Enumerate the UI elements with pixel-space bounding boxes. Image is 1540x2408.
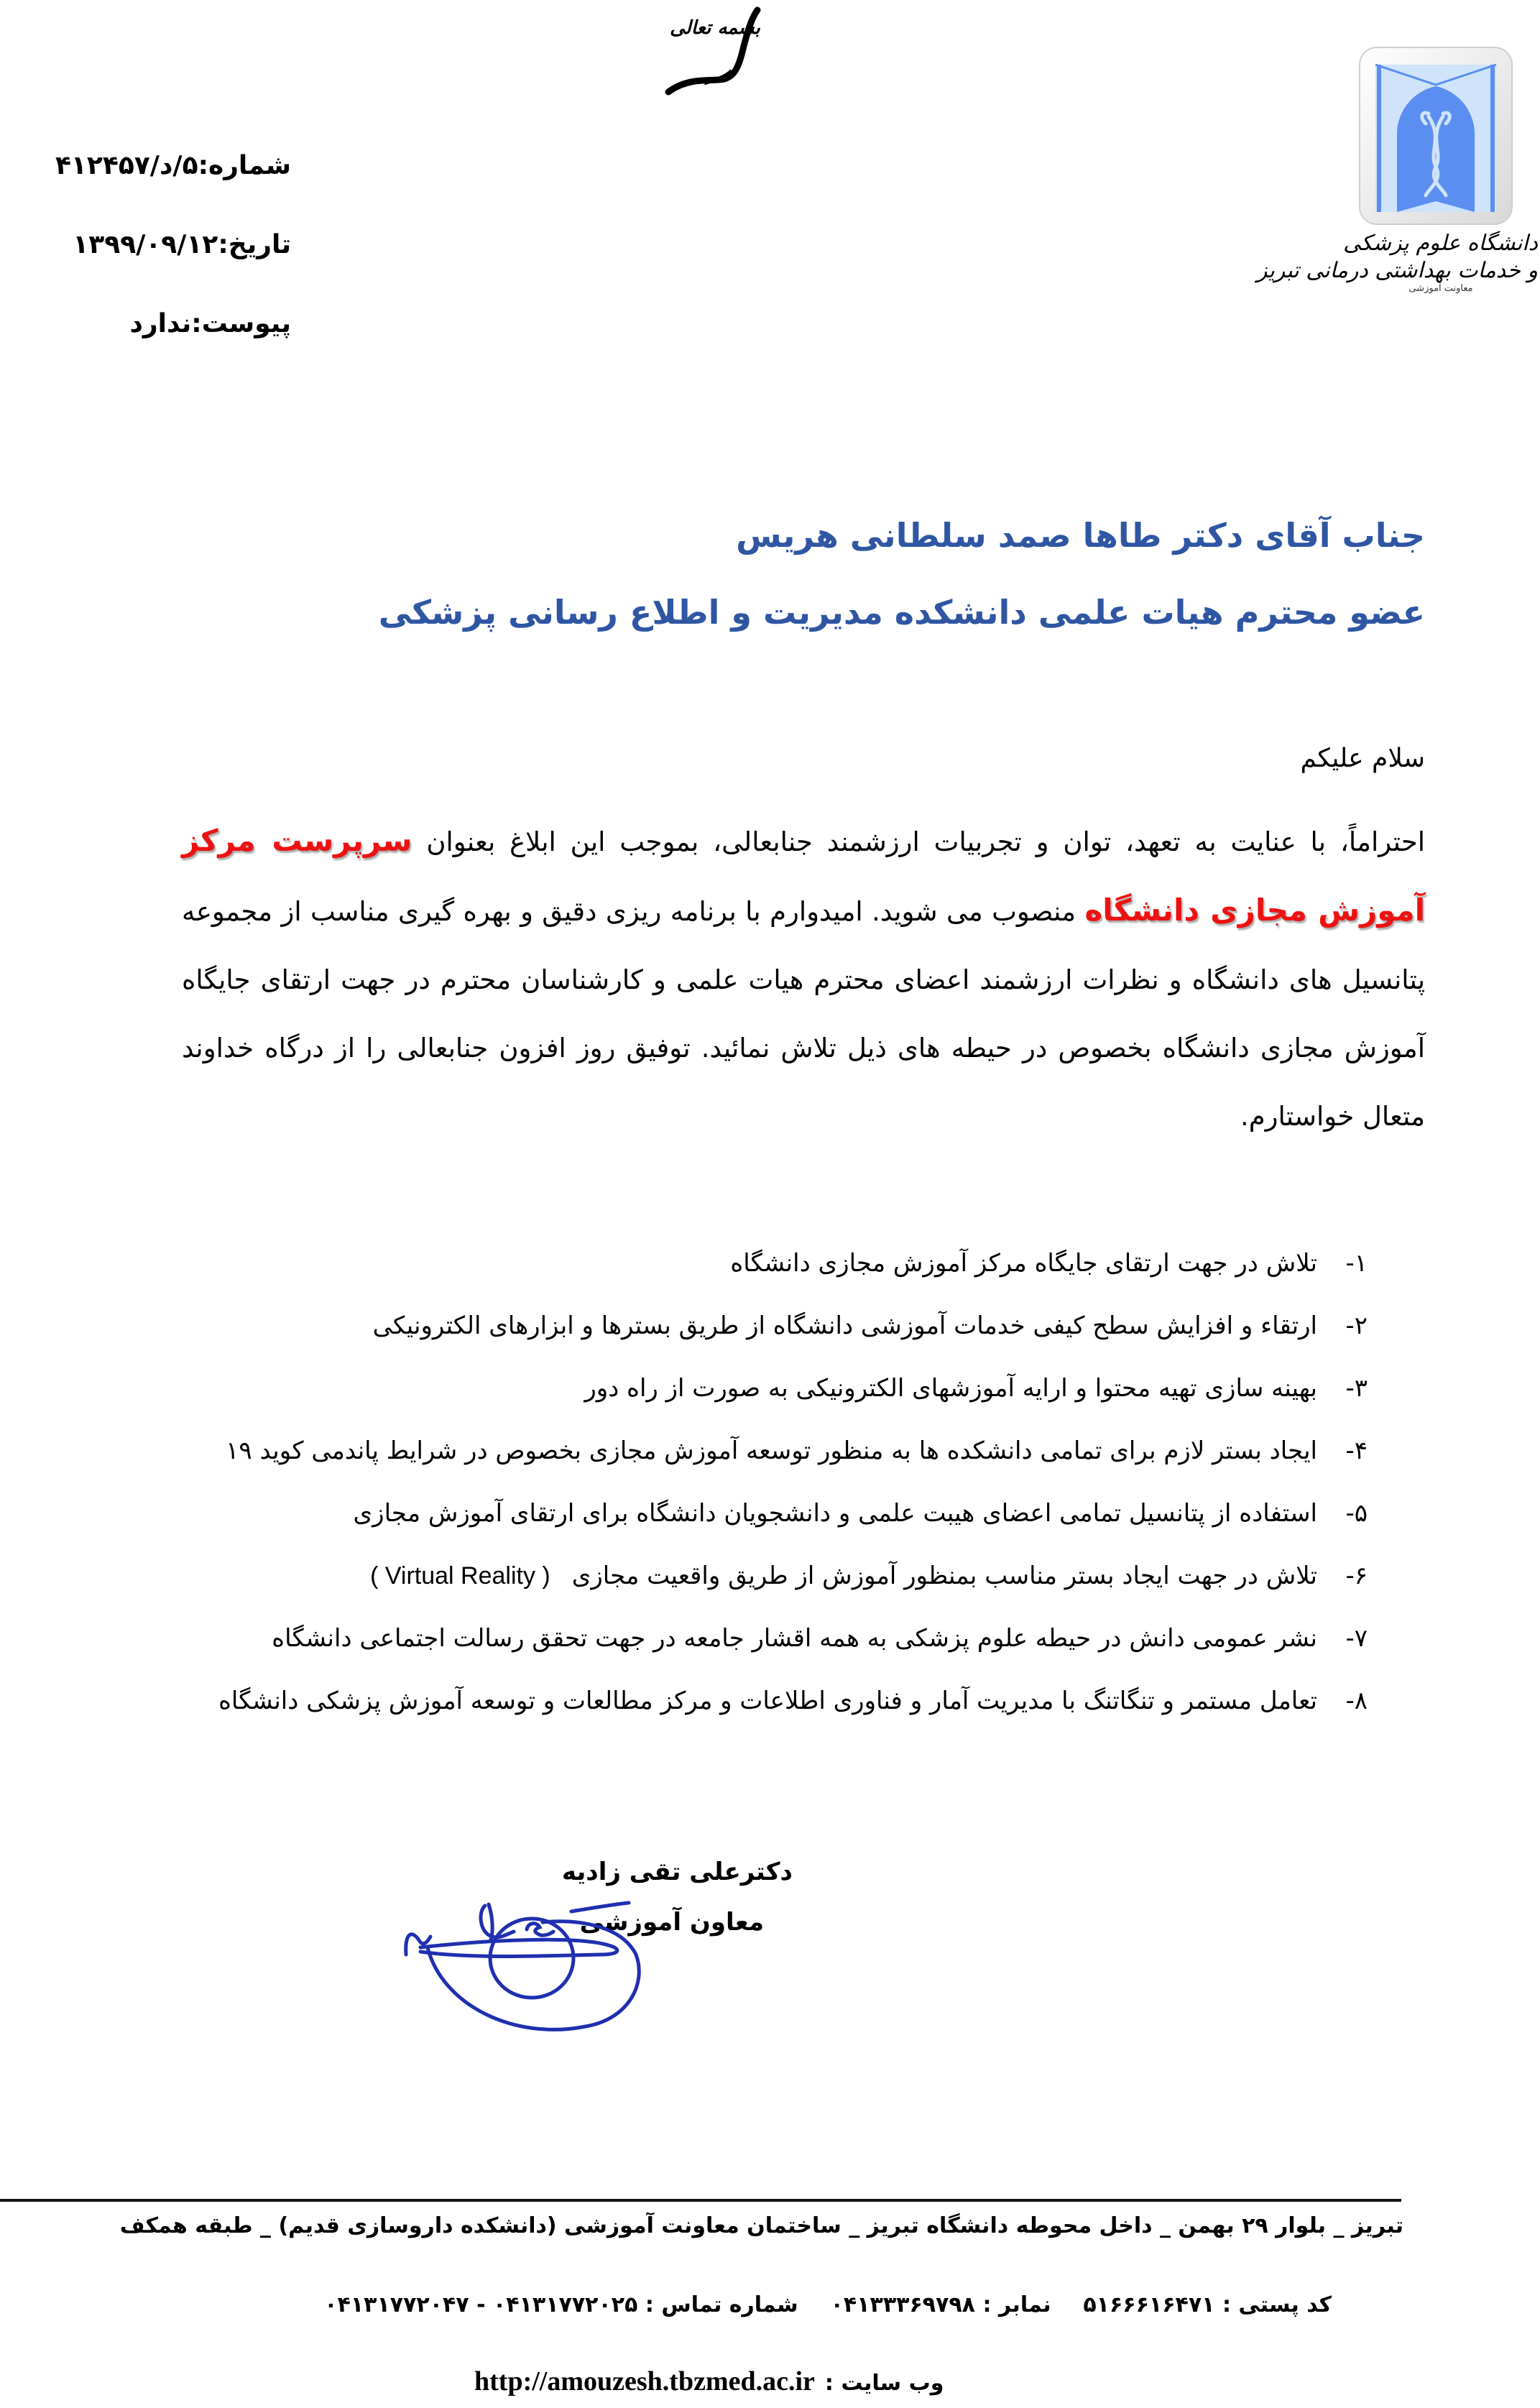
- logo-caption-services: و خدمات بهداشتی درمانی تبریز: [1256, 258, 1538, 283]
- goal-english-term: ( Virtual Reality ): [370, 1562, 550, 1590]
- goal-text: تلاش در جهت ارتقای جایگاه مرکز آموزش مجازی دانشگاه: [730, 1249, 1317, 1278]
- goal-text: ایجاد بستر لازم برای تمامی دانشکده ها به منظور توسعه آموزش مجازی بخصوص در شرایط پاندمی کوید ۱۹: [226, 1436, 1317, 1465]
- goal-item: [146, 1295, 1368, 1357]
- goal-text: ارتقاء و افزایش سطح کیفی خدمات آموزشی دانشگاه از طریق بسترها و ابزارهای الکترونیکی: [372, 1311, 1317, 1340]
- handwritten-signature: [399, 1897, 715, 2062]
- postal-code-label: کد پستی :: [1222, 2292, 1332, 2317]
- website-label: وب سایت :: [824, 2371, 944, 2396]
- goals-list: [146, 1232, 1368, 1733]
- letter-attachment: پیوست:ندارد: [129, 309, 291, 338]
- goal-item: [146, 1482, 1368, 1545]
- university-logo: [1357, 45, 1515, 228]
- goal-number: ۷-: [1345, 1624, 1368, 1653]
- fax-number: ۰۴۱۳۳۳۶۹۷۹۸: [830, 2292, 975, 2317]
- letter-number: شماره:۵/د/۴۱۲۴۵۷: [55, 151, 291, 180]
- body-intro: احتراماً، با عنایت به تعهد، توان و تجربیات ارزشمند جنابعالی، بموجب این ابلاغ بعنوان: [426, 826, 1425, 857]
- greeting: سلام علیکم: [1300, 744, 1425, 773]
- goal-item: [146, 1545, 1368, 1607]
- goal-number: ۸-: [1345, 1687, 1368, 1715]
- goal-text: نشر عمومی دانش در حیطه علوم پزشکی به همه اقشار جامعه در جهت تحقق رسالت اجتماعی دانشگاه: [272, 1624, 1317, 1653]
- goal-item: [146, 1670, 1368, 1733]
- bismillah-calligraphy: [661, 4, 769, 98]
- footer-contact: [324, 2292, 1332, 2317]
- signatory-role: معاون آموزشی: [579, 1908, 764, 1937]
- goal-text: استفاده از پتانسیل تمامی اعضای هیبت علمی و دانشجویان دانشگاه برای ارتقای آموزش مجازی: [353, 1499, 1317, 1528]
- goal-text: تعامل مستمر و تنگاتنگ با مدیریت آمار و فناوری اطلاعات و مرکز مطالعات و توسعه آموزش پزشکی دانشگاه: [218, 1687, 1317, 1715]
- goal-item: [146, 1420, 1368, 1482]
- logo-caption: [1256, 230, 1538, 294]
- goal-item: [146, 1607, 1368, 1670]
- goal-item: [146, 1232, 1368, 1295]
- logo-caption-department: معاونت آموزشی: [1408, 283, 1473, 294]
- appointment-title: سرپرست مرکز آموزش مجازی دانشگاه: [182, 823, 1425, 928]
- website-link[interactable]: http://amouzesh.tbzmed.ac.ir: [474, 2366, 815, 2397]
- goal-number: ۶-: [1345, 1561, 1368, 1590]
- letter-body: [182, 806, 1425, 1150]
- recipient-title: عضو محترم هیات علمی دانشکده مدیریت و اطلاع رسانی پزشکی: [378, 593, 1425, 632]
- invocation-text: بسمه تعالی: [670, 17, 760, 39]
- recipient-name: جناب آقای دکتر طاها صمد سلطانی هریس: [736, 516, 1425, 555]
- goal-number: ۵-: [1345, 1499, 1368, 1528]
- phone-label: شماره تماس :: [645, 2292, 798, 2317]
- footer-website: [474, 2366, 944, 2397]
- letter-date: تاریخ:۱۳۹۹/۰۹/۱۲: [73, 230, 291, 259]
- fax-label: نمابر :: [982, 2292, 1051, 2317]
- goal-number: ۳-: [1345, 1374, 1368, 1403]
- body-continuation: منصوب می شوید. امیدوارم با برنامه ریزی دقیق و بهره گیری مناسب از مجموعه پتانسیل های دانشگاه و نظرات ارزشمند اعضای محترم هیات علمی و کارشناسان محترم در جهت ارتقای جایگاه آموزش مجازی دانشگاه بخصوص در حیطه های ذیل تلاش نمائید. توفیق روز افزون جنابعالی را از درگاه خداوند متعال خواستارم.: [182, 896, 1425, 1132]
- footer-divider: [0, 2199, 1401, 2202]
- goal-number: ۲-: [1345, 1311, 1368, 1340]
- footer-address: تبریز _ بلوار ۲۹ بهمن _ داخل محوطه دانشگاه تبریز _ ساختمان معاونت آموزشی (دانشکده داروسازی قدیم) _ طبقه همکف: [119, 2213, 1403, 2238]
- logo-caption-university: دانشگاه علوم پزشکی: [1343, 231, 1538, 256]
- goal-item: [146, 1357, 1368, 1420]
- postal-code: ۵۱۶۶۶۱۶۴۷۱: [1083, 2292, 1215, 2317]
- signatory-name: دکترعلی تقی زادیه: [561, 1858, 793, 1886]
- goal-text: تلاش در جهت ایجاد بستر مناسب بمنظور آموزش از طریق واقعیت مجازی: [571, 1561, 1317, 1590]
- goal-text: بهینه سازی تهیه محتوا و ارایه آموزشهای الکترونیکی به صورت از راه دور: [584, 1374, 1317, 1403]
- goal-number: ۱-: [1345, 1249, 1368, 1278]
- goal-number: ۴-: [1345, 1436, 1368, 1465]
- phone-numbers: ۰۴۱۳۱۷۷۲۰۲۵ - ۰۴۱۳۱۷۷۲۰۴۷: [324, 2292, 638, 2317]
